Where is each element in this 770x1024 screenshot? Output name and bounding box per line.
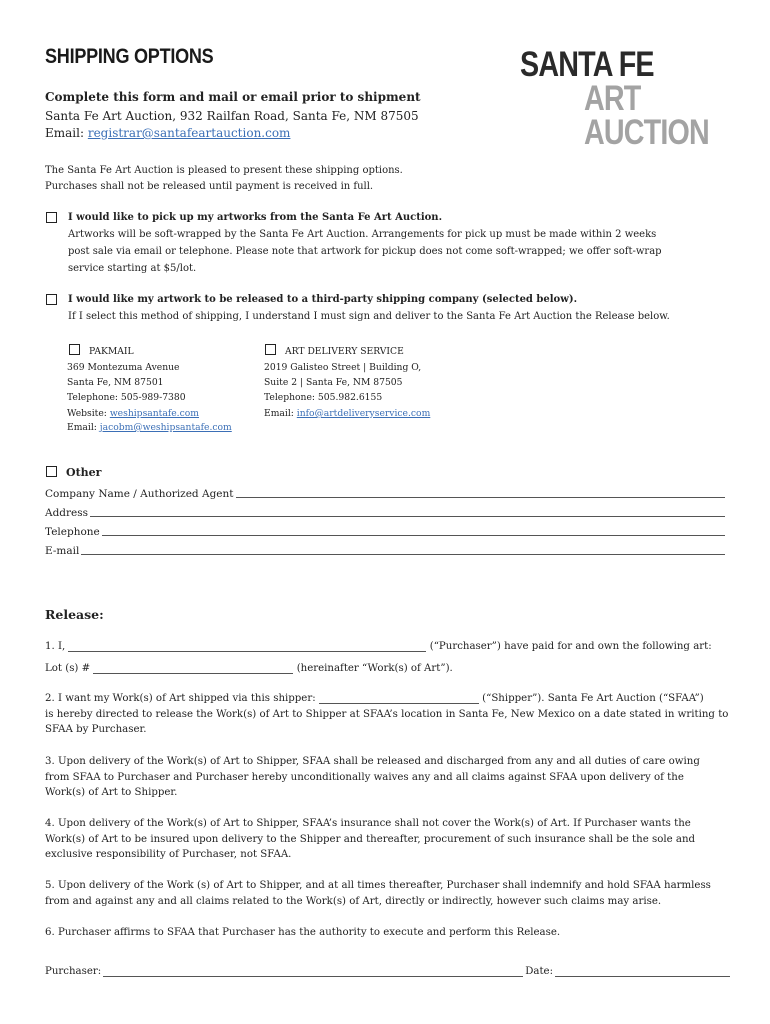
clause-3-line-3: Work(s) of Art to Shipper.: [45, 787, 178, 798]
telephone-field-label: Telephone: [45, 526, 100, 538]
purchaser-signature-line[interactable]: [103, 976, 523, 977]
address-field: [45, 505, 725, 519]
form-subtitle: Complete this form and mail or email prior to shipment: [45, 90, 421, 104]
clause-3-line-1: 3. Upon delivery of the Work(s) of Art to Shipper, SFAA shall be released and discharged from any and all duties of care owing: [45, 756, 700, 767]
pickup-checkbox[interactable]: [46, 212, 57, 223]
clause-3-line-2: from SFAA to Purchaser and Purchaser hereby unconditionally waives any and all claims against SFAA upon delivery of the: [45, 771, 684, 783]
pakmail-address-2: Santa Fe, NM 87501: [67, 377, 164, 388]
release-clause-3: [45, 754, 730, 801]
pakmail-website-label: Website:: [67, 408, 107, 419]
date-label: Date:: [525, 966, 553, 977]
pakmail-email-line: [67, 422, 232, 433]
release-clause-1b: [45, 661, 730, 677]
art-delivery-phone: Telephone: 505.982.6155: [264, 392, 383, 403]
pickup-description-line-2: post sale via email or telephone. Please note that artwork for pickup does not come soft-wrapped; we offer soft-wrap: [68, 246, 662, 257]
art-delivery-address-2: Suite 2 | Santa Fe, NM 87505: [264, 377, 403, 388]
auction-email-line: [45, 126, 290, 140]
release-heading: Release:: [45, 607, 104, 622]
pickup-option-label: I would like to pick up my artworks from the Santa Fe Art Auction.: [68, 212, 443, 223]
pakmail-website-line: [67, 408, 199, 419]
intro-line-2: Purchases shall not be released until payment is received in full.: [45, 181, 374, 192]
other-checkbox[interactable]: [46, 466, 57, 477]
email-label: Email:: [45, 126, 85, 140]
clause-1b-end: (hereinafter “Work(s) of Art”).: [296, 663, 453, 674]
email-field-label: E-mail: [45, 545, 80, 557]
auction-address: Santa Fe Art Auction, 932 Railfan Road, Santa Fe, NM 87505: [45, 109, 419, 123]
release-clause-4: [45, 816, 730, 863]
art-delivery-email-line: [264, 408, 430, 419]
purchaser-signature-label: Purchaser:: [45, 966, 102, 977]
third-party-note: If I select this method of shipping, I understand I must sign and deliver to the Santa Fe Art Auction the Release below.: [68, 311, 670, 322]
pakmail-website-link[interactable]: weshipsantafe.com: [109, 408, 199, 419]
santa-fe-art-auction-logo: [520, 45, 750, 152]
logo-line-2: ART: [583, 79, 641, 118]
pakmail-phone: Telephone: 505-989-7380: [67, 392, 186, 403]
email-field: [45, 543, 725, 557]
art-delivery-name: ART DELIVERY SERVICE: [285, 346, 404, 357]
company-field-label: Company Name / Authorized Agent: [45, 488, 234, 500]
third-party-checkbox[interactable]: [46, 294, 57, 305]
intro-line-1: The Santa Fe Art Auction is pleased to present these shipping options.: [45, 165, 403, 176]
art-delivery-checkbox[interactable]: [265, 344, 276, 355]
art-delivery-email-label: Email:: [264, 408, 294, 419]
clause-4-line-3: exclusive responsibility of Purchaser, not SFAA.: [45, 849, 292, 860]
pickup-description-line-1: Artworks will be soft-wrapped by the Santa Fe Art Auction. Arrangements for pick up must be made within 2 weeks: [68, 229, 657, 240]
purchaser-name-line[interactable]: [68, 651, 426, 652]
pakmail-checkbox[interactable]: [69, 344, 80, 355]
release-clause-1: [45, 639, 730, 655]
release-clause-2: [45, 691, 730, 738]
pakmail-email-label: Email:: [67, 422, 97, 433]
shipper-name-line[interactable]: [319, 703, 479, 704]
company-field-line[interactable]: [236, 497, 726, 498]
logo-line-1: SANTA FE: [520, 45, 654, 84]
lot-number-line[interactable]: [93, 673, 293, 674]
clause-4-line-1: 4. Upon delivery of the Work(s) of Art to Shipper, SFAA’s insurance shall not cover the Work(s) of Art. If Purchaser wants the: [45, 818, 691, 829]
telephone-field: [45, 524, 725, 538]
pakmail-name: PAKMAIL: [89, 346, 134, 357]
clause-2-line-3: SFAA by Purchaser.: [45, 724, 147, 735]
pickup-description-line-3: service starting at $5/lot.: [68, 263, 197, 274]
address-field-label: Address: [45, 507, 89, 519]
address-field-line[interactable]: [90, 516, 725, 517]
clause-2-line-2: is hereby directed to release the Work(s) of Art to Shipper at SFAA’s location in Santa Fe, New Mexico on a date stated in writing to: [45, 708, 729, 720]
pakmail-email-link[interactable]: jacobm@weshipsantafe.com: [99, 422, 232, 433]
logo-line-3: AUCTION: [583, 113, 709, 152]
registrar-email-link[interactable]: registrar@santafeartauction.com: [87, 126, 291, 140]
company-field: [45, 486, 725, 500]
release-clause-5: [45, 878, 730, 909]
clause-4-line-2: Work(s) of Art to be insured upon delivery to the Shipper and thereafter, procurement of such insurance shall be the sole and: [45, 833, 696, 845]
pakmail-address-1: 369 Montezuma Avenue: [67, 362, 180, 373]
clause-1b-start: Lot (s) #: [45, 663, 91, 674]
art-delivery-email-link[interactable]: info@artdeliveryservice.com: [296, 408, 431, 419]
clause-1-start: 1. I,: [45, 641, 66, 652]
release-clause-6: 6. Purchaser affirms to SFAA that Purchaser has the authority to execute and perform this Release.: [45, 927, 561, 938]
clause-2-end: (“Shipper”). Santa Fe Art Auction (“SFAA”): [482, 693, 704, 704]
clause-5-line-2: from and against any and all claims related to the Work(s) of Art, directly or indirectly, however such claims may arise.: [45, 895, 662, 907]
email-field-line[interactable]: [81, 554, 725, 555]
clause-1-end: (“Purchaser”) have paid for and own the following art:: [429, 641, 712, 652]
clause-5-line-1: 5. Upon delivery of the Work (s) of Art to Shipper, and at all times thereafter, Purchaser shall indemnify and hold SFAA harmless: [45, 880, 711, 891]
page-title: SHIPPING OPTIONS: [45, 45, 214, 68]
clause-2-start: 2. I want my Work(s) of Art shipped via this shipper:: [45, 693, 316, 704]
third-party-option-label: I would like my artwork to be released to a third-party shipping company (selected below).: [68, 294, 578, 305]
other-option-label: Other: [66, 466, 102, 479]
signature-row: [45, 964, 730, 980]
art-delivery-address-1: 2019 Galisteo Street | Building O,: [264, 362, 422, 373]
date-line[interactable]: [555, 976, 730, 977]
telephone-field-line[interactable]: [102, 535, 725, 536]
